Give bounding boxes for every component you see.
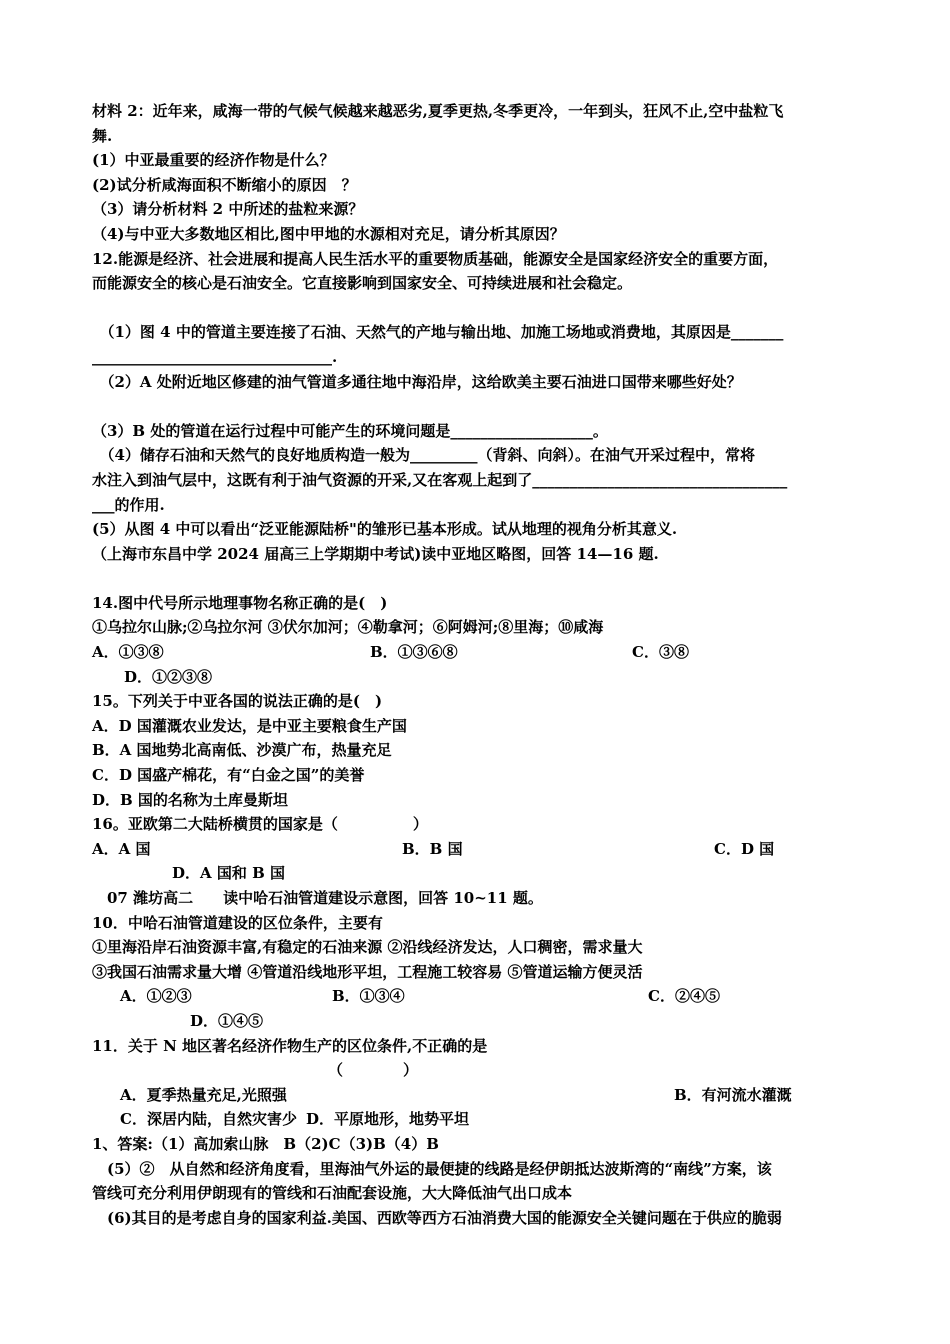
answer-1: 1、答案:（1）高加索山脉 B（2)C（3)B（4）B (92, 1134, 439, 1153)
option-a: A．①②③ (120, 987, 192, 1006)
question-12-line-2: 而能源安全的核心是石油安全。它直接影响到国家安全、可持续进展和社会稳定。 (92, 274, 633, 293)
option-c: C．深居内陆，自然灾害少 (120, 1110, 297, 1129)
question-15-option-c: C．D 国盛产棉花，有“白金之国”的美誉 (92, 766, 365, 785)
question-14: 14.图中代号所示地理事物名称正确的是( ) (92, 593, 388, 612)
option-a: A．①③⑧ (92, 643, 164, 662)
question-16: 16。亚欧第二大陆桥横贯的国家是（ ） (92, 815, 428, 834)
option-a: A．夏季热量充足,光照强 (120, 1085, 287, 1104)
question-14-items: ①乌拉尔山脉;②乌拉尔河 ③伏尔加河；④勒拿河；⑥阿姆河;⑧里海；⑩咸海 (92, 618, 604, 637)
question-10-conditions-1: ①里海沿岸石油资源丰富,有稳定的石油来源 ②沿线经济发达，人口稠密，需求量大 (92, 938, 643, 957)
question-10: 10．中哈石油管道建设的区位条件，主要有 (92, 913, 383, 932)
question-12-4-line-1: （4）储存石油和天然气的良好地质构造一般为_________（背斜、向斜）。在油气开采过程中，常将 (92, 446, 755, 465)
question-12-1-line-1: （1）图 4 中的管道主要连接了石油、天然气的产地与输出地、加施工场地或消费地，其原因是_______ (92, 323, 784, 342)
source-note-1: （上海市东昌中学 2024 届高三上学期期中考试)读中亚地区略图，回答 14—16 题. (92, 544, 659, 563)
question-15-option-b: B．A 国地势北高南低、沙漠广布，热量充足 (92, 741, 392, 760)
question-15: 15。下列关于中亚各国的说法正确的是( ) (92, 692, 383, 711)
blank-gap (92, 566, 862, 591)
question-11-answer-paren-row (92, 1058, 862, 1083)
question-14-options-row-2 (92, 665, 862, 690)
question-16-options-row-1 (92, 837, 862, 862)
question-11: 11．关于 N 地区著名经济作物生产的区位条件,不正确的是 (92, 1036, 488, 1055)
question-3: （3）请分析材料 2 中所述的盐粒来源？ (92, 200, 364, 219)
option-c: C．③⑧ (632, 643, 689, 662)
question-4: （4)与中亚大多数地区相比,图中甲地的水源相对充足，请分析其原因？ (92, 224, 565, 243)
question-10-options-row-1 (92, 984, 862, 1009)
question-1: (1）中亚最重要的经济作物是什么？ (92, 151, 335, 170)
material-2-line-1: 材料 2：近年来，咸海一带的气候气候越来越恶劣,夏季更热,冬季更冷，一年到头，狂风不止,空中盐粒飞 (92, 102, 784, 120)
blank-gap (92, 296, 862, 321)
option-b: B．有河流水灌溉 (674, 1085, 792, 1104)
question-12-4-line-3: ___的作用. (92, 495, 165, 514)
option-d: D．A 国和 B 国 (172, 864, 285, 883)
question-12-2: （2）A 处附近地区修建的油气管道多通往地中海沿岸，这给欧美主要石油进口国带来哪些好处？ (92, 372, 742, 391)
question-12-1-line-2: ________________________________. (92, 347, 338, 366)
option-c: C．②④⑤ (648, 987, 720, 1006)
option-c: C．D 国 (714, 839, 775, 858)
answer-6: (6)其目的是考虑自身的国家利益.美国、西欧等西方石油消费大国的能源安全关键问题在于供应的脆弱 (92, 1208, 782, 1227)
question-12-5: (5）从图 4 中可以看出“泛亚能源陆桥"的雏形已基本形成。试从地理的视角分析其意义. (92, 520, 678, 539)
question-12-3: （3）B 处的管道在运行过程中可能产生的环境问题是___________________。 (92, 421, 608, 440)
question-11-options-row-1 (92, 1083, 862, 1108)
question-2: (2)试分析咸海面积不断缩小的原因 ？ (92, 175, 357, 194)
question-15-option-a: A．D 国灌溉农业发达，是中亚主要粮食生产国 (92, 716, 407, 735)
option-b: B．B 国 (402, 839, 463, 858)
question-10-options-row-2 (92, 1009, 862, 1034)
document-page (92, 99, 862, 1230)
question-11-options-row-2 (92, 1107, 862, 1132)
blank-gap (92, 394, 862, 419)
option-d: D．平原地形，地势平坦 (306, 1110, 470, 1129)
question-16-options-row-2 (92, 861, 862, 886)
question-12-line-1: 12.能源是经济、社会进展和提高人民生活水平的重要物质基础，能源安全是国家经济安全的重要方面， (92, 249, 779, 268)
answer-5-line-1: (5）② 从自然和经济角度看，里海油气外运的最便捷的线路是经伊朗抵达波斯湾的“南线”方案，该 (92, 1159, 772, 1178)
material-2-line-2: 舞. (92, 126, 113, 145)
option-a: A．A 国 (92, 839, 151, 858)
source-note-2: 07 潍坊高二 读中哈石油管道建设示意图，回答 10~11 题。 (92, 889, 543, 907)
answer-paren: （ ） (328, 1061, 419, 1080)
option-b: B．①③④ (332, 987, 405, 1006)
answer-5-line-2: 管线可充分利用伊朗现有的管线和石油配套设施，大大降低油气出口成本 (92, 1184, 573, 1203)
option-d: D．①②③⑧ (124, 667, 213, 686)
option-d: D．①④⑤ (190, 1011, 264, 1030)
question-10-conditions-2: ③我国石油需求量大增 ④管道沿线地形平坦，工程施工较容易 ⑤管道运输方便灵活 (92, 962, 643, 981)
question-15-option-d: D．B 国的名称为土库曼斯坦 (92, 790, 288, 809)
option-b: B．①③⑥⑧ (370, 643, 458, 662)
question-14-options-row-1 (92, 640, 862, 665)
question-12-4-line-2: 水注入到油气层中，这既有利于油气资源的开采,又在客观上起到了__________________________________ (92, 470, 788, 489)
